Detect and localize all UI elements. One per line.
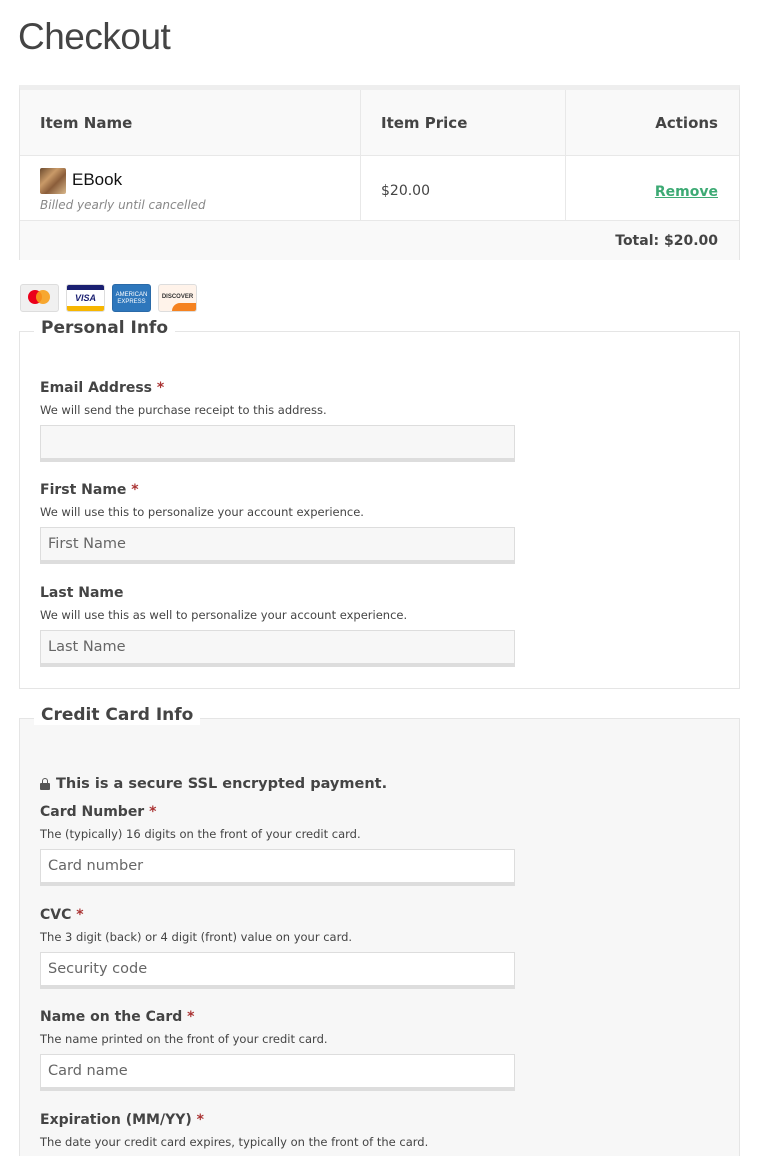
credit-card-legend: Credit Card Info (34, 705, 200, 725)
item-price: $20.00 (381, 183, 430, 199)
expiration-label: Expiration (MM/YY) * (40, 1112, 204, 1128)
required-marker: * (196, 1112, 204, 1128)
column-header-actions: Actions (655, 114, 718, 132)
expiration-description: The date your credit card expires, typically on the front of the card. (40, 1135, 429, 1149)
cvc-field[interactable]: Security code (40, 952, 515, 989)
card-number-field[interactable]: Card number (40, 849, 515, 886)
name-on-card-label: Name on the Card * (40, 1009, 195, 1025)
column-divider (565, 90, 566, 220)
credit-card-section (19, 705, 740, 1156)
product-thumbnail (40, 168, 66, 194)
card-number-label: Card Number * (40, 804, 157, 820)
cart-total-row (20, 220, 739, 260)
email-label: Email Address * (40, 380, 165, 396)
name-on-card-field[interactable]: Card name (40, 1054, 515, 1091)
secure-payment-notice: This is a secure SSL encrypted payment. (40, 776, 387, 792)
last-name-field[interactable]: Last Name (40, 630, 515, 667)
cvc-label: CVC * (40, 907, 84, 923)
required-marker: * (156, 380, 165, 396)
page-title: Checkout (18, 16, 171, 57)
required-marker: * (187, 1009, 195, 1025)
first-name-description: We will use this to personalize your account experience. (40, 505, 364, 519)
accepted-cards (20, 284, 197, 312)
name-on-card-description: The name printed on the front of your credit card. (40, 1032, 328, 1046)
column-header-item-price: Item Price (381, 114, 468, 132)
amex-icon: AMERICAN EXPRESS (112, 284, 151, 312)
cvc-description: The 3 digit (back) or 4 digit (front) value on your card. (40, 930, 353, 944)
personal-info-section (19, 318, 740, 689)
discover-icon: DISCOVER (158, 284, 197, 312)
cart-table (19, 85, 740, 260)
personal-info-legend: Personal Info (34, 318, 175, 338)
required-marker: * (76, 907, 84, 923)
column-divider (360, 90, 361, 220)
email-field[interactable] (40, 425, 515, 462)
remove-item-link[interactable]: Remove (654, 184, 718, 200)
item-billing-terms: Billed yearly until cancelled (40, 198, 206, 212)
visa-icon: VISA (66, 284, 105, 312)
email-description: We will send the purchase receipt to this address. (40, 403, 327, 417)
first-name-label: First Name * (40, 482, 139, 498)
column-header-item-name: Item Name (40, 114, 133, 132)
last-name-description: We will use this as well to personalize your account experience. (40, 608, 408, 622)
item-name: EBook (72, 170, 123, 189)
required-marker: * (131, 482, 139, 498)
lock-icon (40, 778, 50, 790)
required-marker: * (149, 804, 157, 820)
card-number-description: The (typically) 16 digits on the front of your credit card. (40, 827, 361, 841)
mastercard-icon (20, 284, 59, 312)
last-name-label: Last Name (40, 585, 124, 601)
first-name-field[interactable]: First Name (40, 527, 515, 564)
cart-total: Total: $20.00 (615, 233, 718, 249)
